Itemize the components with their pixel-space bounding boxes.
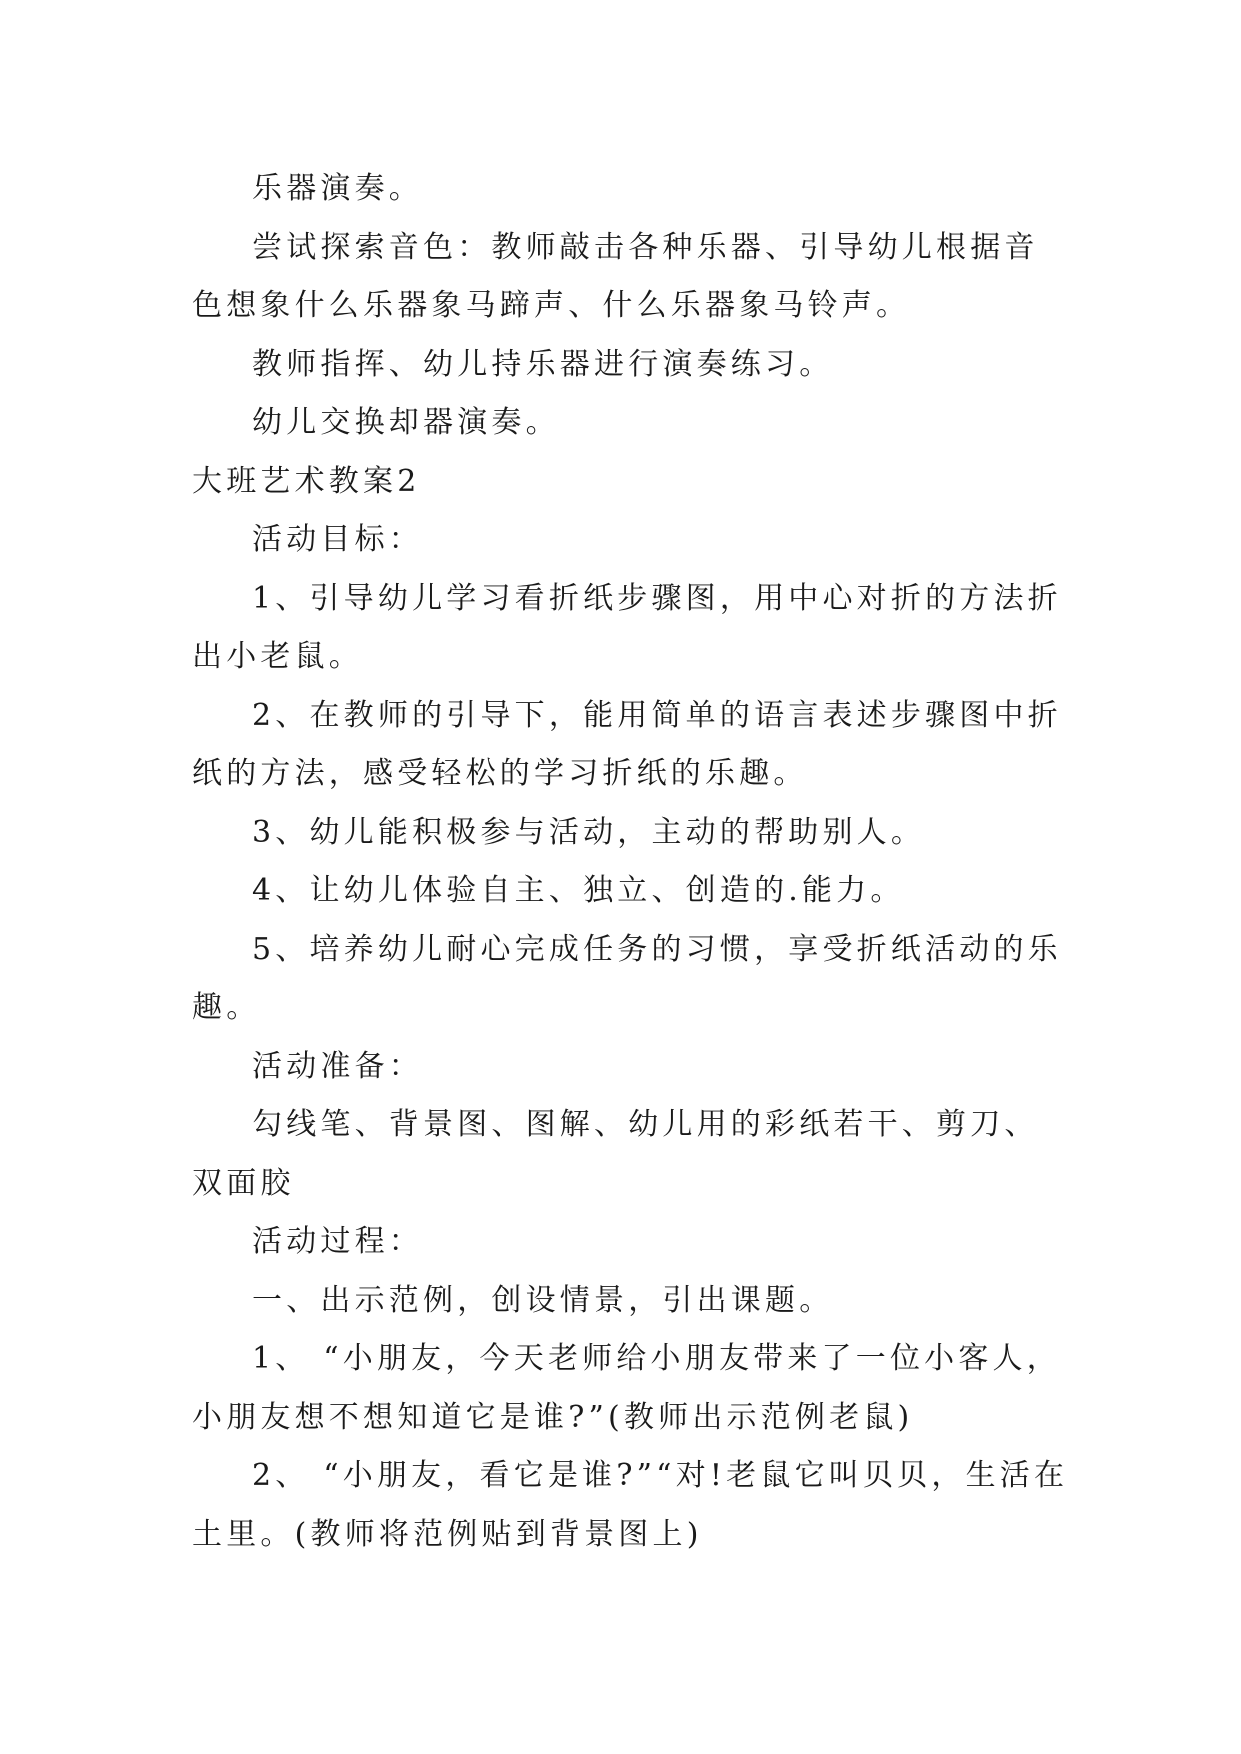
goal-item-1: 1、引导幼儿学习看折纸步骤图，用中心对折的方法折出小老鼠。 <box>192 580 1062 674</box>
paragraph-activity-process-label: 活动过程： <box>252 1224 423 1259</box>
process-substep-2: 2、 “小朋友，看它是谁?”“对!老鼠它叫贝贝，生活在土里。(教师将范例贴到背景图上) <box>192 1458 1069 1552</box>
goal-item-5: 5、培养幼儿耐心完成任务的习惯，享受折纸活动的乐趣。 <box>192 931 1062 1025</box>
paragraph-swap-instruments: 幼儿交换却器演奏。 <box>252 405 560 440</box>
document-body <box>192 160 1072 1564</box>
paragraph-activity-goals-label: 活动目标： <box>252 522 423 557</box>
paragraph-materials-list: 勾线笔、背景图、图解、幼儿用的彩纸若干、剪刀、双面胶 <box>192 1107 1039 1201</box>
paragraph-explore-timbre: 尝试探索音色：教师敲击各种乐器、引导幼儿根据音色想象什么乐器象马蹄声、什么乐器象马铃声。 <box>192 229 1039 323</box>
section-heading: 大班艺术教案2 <box>192 463 421 499</box>
paragraph-teacher-conducts: 教师指挥、幼儿持乐器进行演奏练习。 <box>252 346 834 382</box>
paragraph-activity-prep-label: 活动准备： <box>252 1048 423 1084</box>
paragraph-instrument-performance: 乐器演奏。 <box>252 171 423 206</box>
goal-item-2: 2、在教师的引导下，能用简单的语言表述步骤图中折纸的方法，感受轻松的学习折纸的乐趣。 <box>192 697 1062 791</box>
goal-item-3: 3、幼儿能积极参与活动，主动的帮助别人。 <box>252 814 926 850</box>
process-substep-1: 1、 “小朋友，今天老师给小朋友带来了一位小客人，小朋友想不想知道它是谁?”(教师出示范例老鼠) <box>192 1341 1061 1435</box>
process-step-1: 一、出示范例，创设情景，引出课题。 <box>252 1282 834 1318</box>
goal-item-4: 4、让幼儿体验自主、独立、创造的.能力。 <box>252 873 905 908</box>
